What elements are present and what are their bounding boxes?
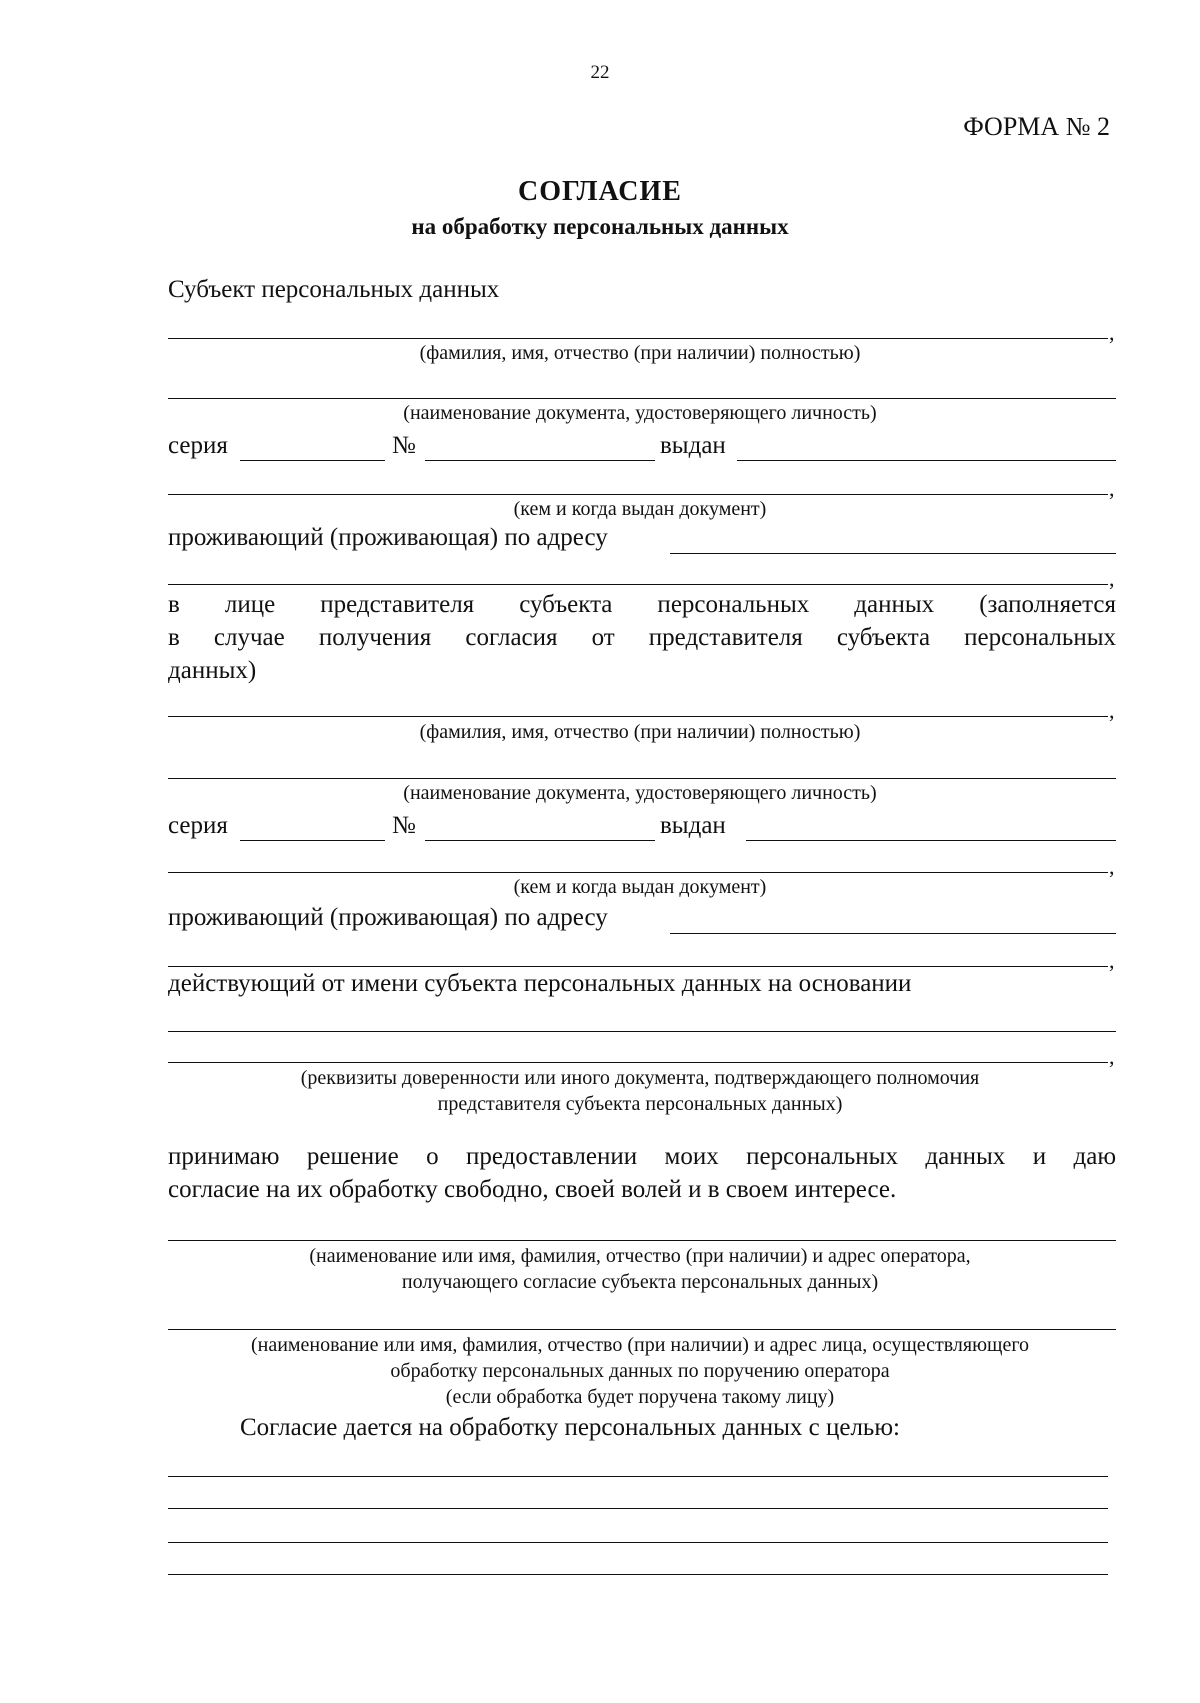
representative-issued-by-line[interactable] bbox=[168, 872, 1108, 873]
representative-number-field[interactable] bbox=[425, 840, 655, 841]
caption-fio: (фамилия, имя, отчество (при наличии) полностью) bbox=[419, 721, 861, 743]
subject-id-doc-line[interactable] bbox=[168, 398, 1116, 399]
basis-line-2[interactable] bbox=[168, 1062, 1108, 1063]
series-label: серия bbox=[168, 432, 228, 459]
comma: , bbox=[1109, 1044, 1115, 1069]
caption-processor-1: (наименование или имя, фамилия, отчество (при наличии) и адрес лица, осуществляющего bbox=[250, 1334, 1030, 1356]
subject-address-line-2[interactable] bbox=[168, 584, 1108, 585]
issued-label: выдан bbox=[660, 812, 726, 839]
number-label: № bbox=[392, 812, 416, 839]
caption-processor-3: (если обработка будет поручена такому лицу) bbox=[445, 1386, 835, 1408]
comma: , bbox=[1109, 320, 1115, 345]
representative-address-field[interactable] bbox=[670, 933, 1116, 934]
decision-line-2: согласие на их обработку свободно, своей волей и в своем интересе. bbox=[168, 1176, 897, 1203]
issued-label: выдан bbox=[660, 432, 726, 459]
subject-number-field[interactable] bbox=[425, 460, 655, 461]
residing-label: проживающий (проживающая) по адресу bbox=[168, 524, 608, 551]
representative-id-doc-line[interactable] bbox=[168, 778, 1116, 779]
representative-line-1: в лице представителя субъекта персональных данных (заполняется bbox=[168, 591, 1116, 618]
purpose-line-2[interactable] bbox=[168, 1508, 1108, 1509]
representative-address-line-2[interactable] bbox=[168, 966, 1108, 967]
caption-operator-2: получающего согласие субъекта персональных данных) bbox=[401, 1271, 879, 1293]
decision-line-1: принимаю решение о предоставлении моих персональных данных и даю bbox=[168, 1143, 1116, 1170]
document-title: СОГЛАСИЕ bbox=[518, 176, 682, 207]
caption-poa-2: представителя субъекта персональных данных) bbox=[437, 1093, 843, 1115]
caption-issued-by: (кем и когда выдан документ) bbox=[513, 498, 767, 520]
subject-fio-line[interactable] bbox=[168, 338, 1108, 339]
representative-issued-field[interactable] bbox=[746, 840, 1116, 841]
document-subtitle: на обработку персональных данных bbox=[411, 214, 789, 239]
series-label: серия bbox=[168, 812, 228, 839]
subject-address-field[interactable] bbox=[670, 553, 1116, 554]
comma: , bbox=[1109, 566, 1115, 591]
caption-fio: (фамилия, имя, отчество (при наличии) полностью) bbox=[419, 342, 861, 364]
subject-series-field[interactable] bbox=[240, 460, 385, 461]
caption-issued-by: (кем и когда выдан документ) bbox=[513, 876, 767, 898]
processor-line[interactable] bbox=[168, 1329, 1116, 1330]
caption-processor-2: обработку персональных данных по поручению оператора bbox=[390, 1360, 890, 1382]
comma: , bbox=[1109, 854, 1115, 879]
representative-series-field[interactable] bbox=[240, 840, 385, 841]
representative-line-2: в случае получения согласия от представителя субъекта персональных bbox=[168, 624, 1116, 651]
page-number: 22 bbox=[590, 62, 610, 83]
representative-line-3: данных) bbox=[168, 657, 257, 684]
subject-issued-field[interactable] bbox=[737, 460, 1116, 461]
caption-id-doc: (наименование документа, удостоверяющего личность) bbox=[403, 782, 877, 804]
comma: , bbox=[1109, 698, 1115, 723]
caption-operator-1: (наименование или имя, фамилия, отчество (при наличии) и адрес оператора, bbox=[309, 1245, 971, 1267]
subject-issued-by-line[interactable] bbox=[168, 494, 1108, 495]
form-number: ФОРМА № 2 bbox=[963, 112, 1110, 141]
caption-poa-1: (реквизиты доверенности или иного документа, подтверждающего полномочия bbox=[300, 1067, 980, 1089]
operator-line[interactable] bbox=[168, 1240, 1116, 1241]
purpose-line-4[interactable] bbox=[168, 1574, 1108, 1575]
purpose-line-3[interactable] bbox=[168, 1542, 1108, 1543]
number-label: № bbox=[392, 432, 416, 459]
purpose-label: Согласие дается на обработку персональных данных с целью: bbox=[240, 1414, 900, 1441]
purpose-line-1[interactable] bbox=[168, 1476, 1108, 1477]
caption-id-doc: (наименование документа, удостоверяющего личность) bbox=[403, 402, 877, 424]
acting-label: действующий от имени субъекта персональных данных на основании bbox=[168, 970, 912, 997]
comma: , bbox=[1109, 476, 1115, 501]
basis-line-1[interactable] bbox=[168, 1031, 1116, 1032]
subject-label: Субъект персональных данных bbox=[168, 276, 500, 303]
comma: , bbox=[1109, 948, 1115, 973]
representative-fio-line[interactable] bbox=[168, 716, 1108, 717]
residing-label: проживающий (проживающая) по адресу bbox=[168, 904, 608, 931]
